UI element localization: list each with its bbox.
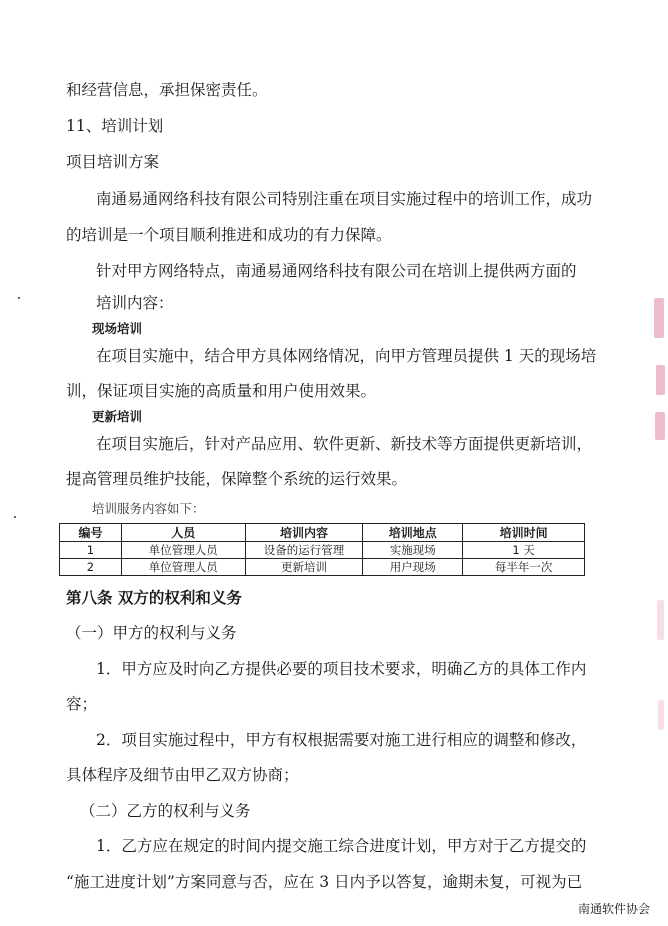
table-caption: 培训服务内容如下：: [92, 501, 205, 516]
table-cell: 更新培训: [245, 559, 363, 576]
header-cell: 培训地点: [363, 524, 463, 542]
section-heading: 11、培训计划: [66, 117, 164, 135]
text-line: 具体程序及细节由甲乙双方协商；: [66, 766, 299, 784]
footer-watermark: 南通软件协会: [578, 902, 651, 916]
table-cell: 1 天: [463, 542, 585, 559]
subsection-heading: （二）乙方的权利与义务: [80, 802, 251, 820]
header-cell: 人员: [121, 524, 245, 542]
table-cell: 设备的运行管理: [245, 542, 363, 559]
text-line: 和经营信息，承担保密责任。: [66, 81, 268, 99]
text-line: “施工进度计划”方案同意与否，应在 3 日内予以答复，逾期未复，可视为已: [66, 873, 583, 891]
text-line: 针对甲方网络特点，南通易通网络科技有限公司在培训上提供两方面的: [96, 262, 577, 280]
seal-stamp-fragment: [657, 600, 664, 640]
text-line: 在项目实施后，针对产品应用、软件更新、新技术等方面提供更新培训，: [96, 435, 593, 453]
text-line: 的培训是一个项目顺利推进和成功的有力保障。: [66, 226, 392, 244]
article-title: 第八条 双方的权利和义务: [66, 588, 242, 607]
table-cell: 1: [60, 542, 122, 559]
table-row: [60, 559, 585, 576]
table-cell: 每半年一次: [463, 559, 585, 576]
seal-stamp-fragment: [654, 298, 664, 338]
text-line: 在项目实施中，结合甲方具体网络情况，向甲方管理员提供 1 天的现场培: [96, 347, 597, 365]
table-cell: 2: [60, 559, 122, 576]
scan-speck: [14, 516, 16, 518]
scan-speck: [18, 297, 20, 299]
subsection-heading: （一）甲方的权利与义务: [66, 624, 237, 642]
text-line: 提高管理员维护技能，保障整个系统的运行效果。: [66, 470, 408, 488]
table-cell: 用户现场: [363, 559, 463, 576]
text-line: 容；: [66, 695, 98, 713]
table-cell: 单位管理人员: [121, 559, 245, 576]
header-cell: 编号: [60, 524, 122, 542]
header-cell: 培训时间: [463, 524, 585, 542]
table-row: [60, 542, 585, 559]
seal-stamp-fragment: [658, 700, 664, 730]
text-line: 培训内容：: [96, 294, 174, 312]
seal-stamp-fragment: [656, 365, 665, 395]
table-header-row: [60, 524, 585, 542]
training-table: [59, 523, 585, 576]
seal-stamp-fragment: [655, 412, 665, 440]
text-line: 2．项目实施过程中，甲方有权根据需要对施工进行相应的调整和修改，: [96, 731, 587, 749]
table-cell: 实施现场: [363, 542, 463, 559]
text-line: 1．甲方应及时向乙方提供必要的项目技术要求，明确乙方的具体工作内: [96, 660, 587, 678]
text-line: 南通易通网络科技有限公司特别注重在项目实施过程中的培训工作，成功: [96, 190, 593, 208]
subheading: 项目培训方案: [66, 153, 160, 171]
label-onsite-training: 现场培训: [92, 321, 143, 336]
table-cell: 单位管理人员: [121, 542, 245, 559]
text-line: 1．乙方应在规定的时间内提交施工综合进度计划，甲方对于乙方提交的: [96, 837, 587, 855]
header-cell: 培训内容: [245, 524, 363, 542]
label-update-training: 更新培训: [92, 409, 143, 424]
text-line: 训，保证项目实施的高质量和用户使用效果。: [66, 382, 377, 400]
